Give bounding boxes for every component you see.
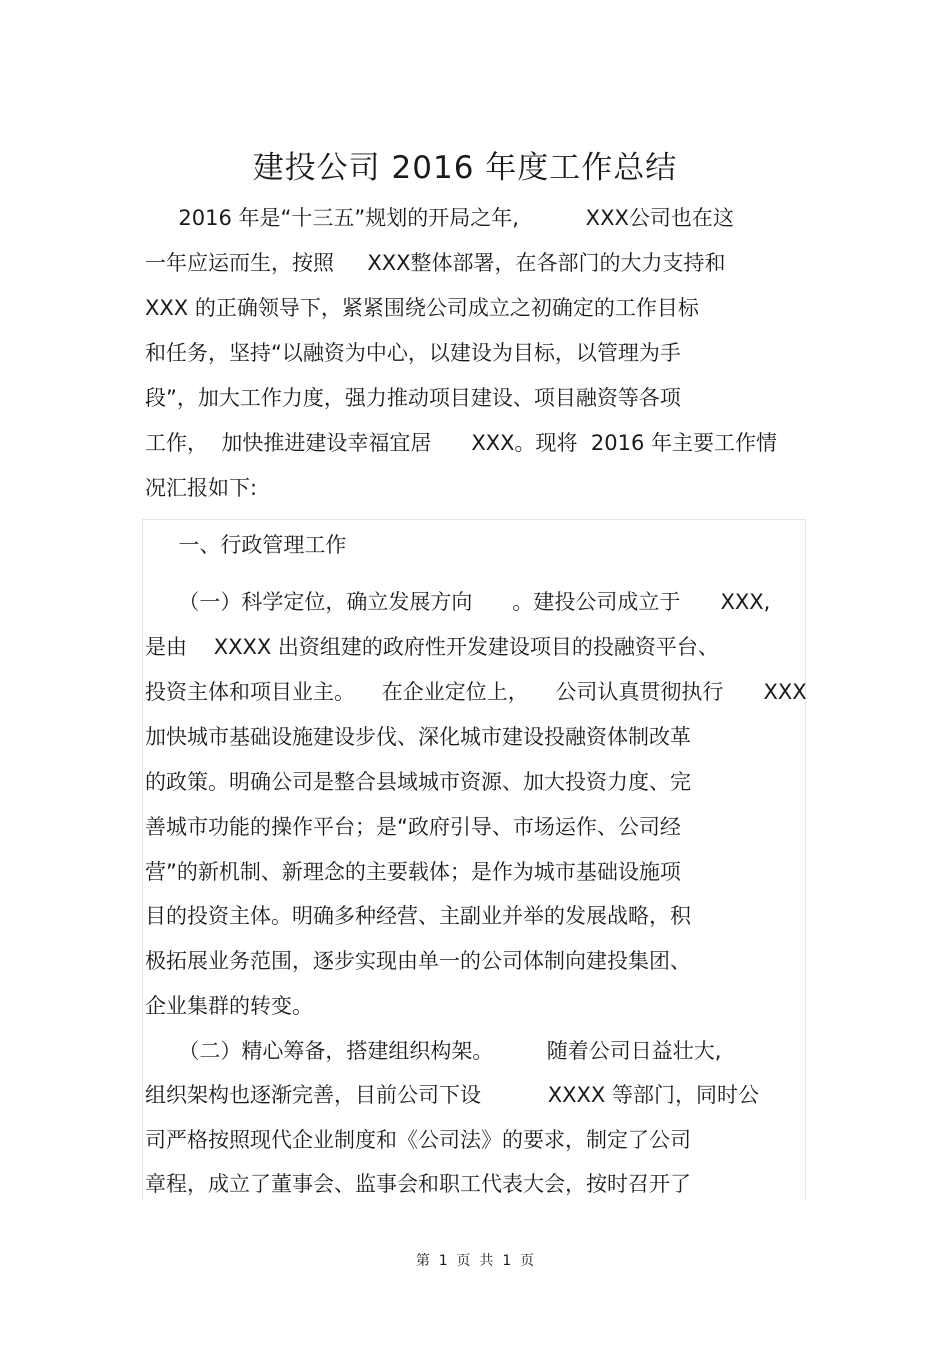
text-line: 组织架构也逐渐完善，目前公司下设 XXXX 等部门，同时公 — [145, 1083, 759, 1107]
text-line: XXX 的正确领导下，紧紧围绕公司成立之初确定的工作目标 — [145, 296, 699, 320]
text-line: 段”，加大工作力度，强力推动项目建设、项目融资等各项 — [145, 386, 681, 410]
text-line: 的政策。明确公司是整合县域城市资源、加大投资力度、完 — [145, 770, 691, 794]
text-line: 营”的新机制、新理念的主要载体；是作为城市基础设施项 — [145, 860, 681, 884]
text-line: 2016 年是“十三五”规划的开局之年, XXX公司也在这 — [145, 206, 734, 230]
text-line: 司严格按照现代企业制度和《公司法》的要求，制定了公司 — [145, 1128, 691, 1152]
text-line: 工作， 加快推进建设幸福宜居 XXX。现将 2016 年主要工作情 — [145, 431, 778, 455]
page-number-footer: 第 1 页 共 1 页 — [415, 1253, 535, 1269]
text-line: 投资主体和项目业主。 在企业定位上， 公司认真贯彻执行 XXX — [145, 680, 807, 704]
text-line: 企业集群的转变。 — [145, 994, 313, 1018]
text-line: 是由 XXXX 出资组建的政府性开发建设项目的投融资平台、 — [145, 635, 719, 659]
text-line: 目的投资主体。明确多种经营、主副业并举的发展战略，积 — [145, 904, 691, 928]
text-line: 善城市功能的操作平台；是“政府引导、市场运作、公司经 — [145, 815, 681, 839]
section-heading: 一、行政管理工作 — [145, 533, 347, 557]
text-line: 极拓展业务范围，逐步实现由单一的公司体制向建投集团、 — [145, 949, 691, 973]
text-line: 一年应运而生，按照 XXX整体部署，在各部门的大力支持和 — [145, 251, 726, 275]
text-line: 加快城市基础设施建设步伐、深化城市建设投融资体制改革 — [145, 725, 691, 749]
document-title: 建投公司 2016 年度工作总结 — [252, 150, 678, 186]
text-line: 章程，成立了董事会、监事会和职工代表大会，按时召开了 — [145, 1172, 691, 1196]
text-line: （二）精心筹备，搭建组织构架。 随着公司日益壮大, — [145, 1039, 722, 1063]
text-line: 况汇报如下: — [145, 476, 258, 500]
text-line: 和任务，坚持“以融资为中心，以建设为目标，以管理为手 — [145, 341, 681, 365]
text-line: （一）科学定位，确立发展方向 。建投公司成立于 XXX, — [145, 590, 771, 614]
